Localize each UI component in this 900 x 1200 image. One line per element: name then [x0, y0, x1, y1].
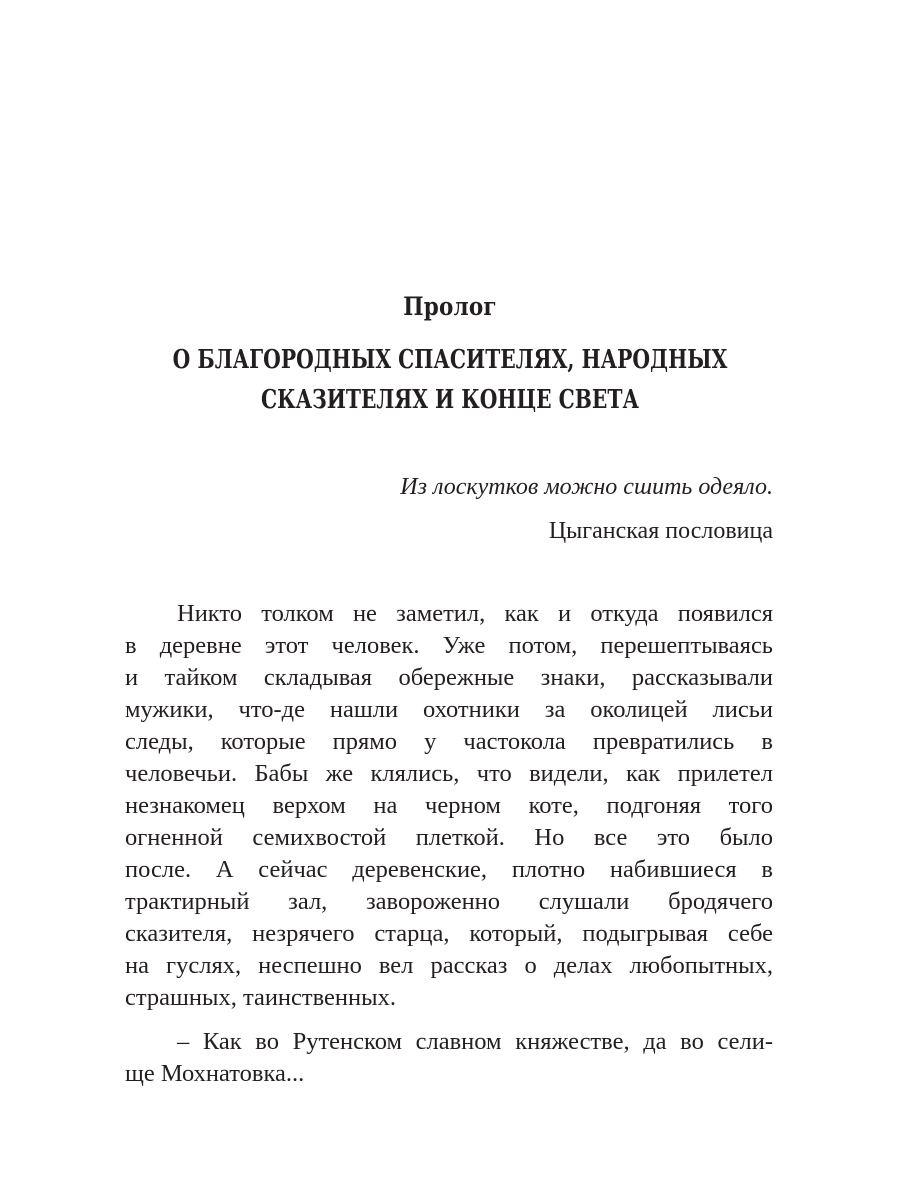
- chapter-title-line: О БЛАГОРОДНЫХ СПАСИТЕЛЯХ, НАРОДНЫХ: [172, 345, 728, 375]
- text-line: и тайком складывая обережные знаки, рассказывали: [125, 664, 773, 691]
- text-line: огненной семихвостой плеткой. Но все это было: [125, 824, 773, 851]
- text-line: трактирный зал, завороженно слушали бродячего: [125, 888, 773, 915]
- paragraph-gap: [125, 1014, 773, 1026]
- body-text: [125, 598, 773, 1090]
- epigraph-quote: Из лоскутков можно сшить одеяло.: [400, 474, 773, 500]
- chapter-title: [99, 340, 801, 420]
- text-line: следы, которые прямо у частокола превратились в: [125, 728, 773, 755]
- text-line: – Как во Рутенском славном княжестве, да во сели-: [177, 1028, 773, 1055]
- text-line: в деревне этот человек. Уже потом, перешептываясь: [125, 632, 773, 659]
- text-line: на гуслях, неспешно вел рассказ о делах любопытных,: [125, 952, 773, 979]
- text-line: после. А сейчас деревенские, плотно набившиеся в: [125, 856, 773, 883]
- paragraph: [125, 598, 773, 1014]
- epigraph-source: Цыганская пословица: [548, 518, 773, 544]
- paragraph: [125, 1026, 773, 1090]
- text-line: сказителя, незрячего старца, который, подыгрывая себе: [125, 920, 773, 947]
- chapter-title-line: СКАЗИТЕЛЯХ И КОНЦЕ СВЕТА: [260, 385, 640, 415]
- text-line: незнакомец верхом на черном коте, подгоняя того: [125, 792, 773, 819]
- epigraph: [400, 470, 773, 548]
- prologue-label: Пролог: [403, 292, 497, 321]
- text-line: мужики, что-де нашли охотники за околицей лисьи: [125, 696, 773, 723]
- text-line: Никто толком не заметил, как и откуда появился: [177, 600, 773, 627]
- text-line: страшных, таинственных.: [125, 984, 396, 1011]
- text-line: ще Мохнатовка...: [125, 1060, 305, 1087]
- text-line: человечьи. Бабы же клялись, что видели, как прилетел: [125, 760, 773, 787]
